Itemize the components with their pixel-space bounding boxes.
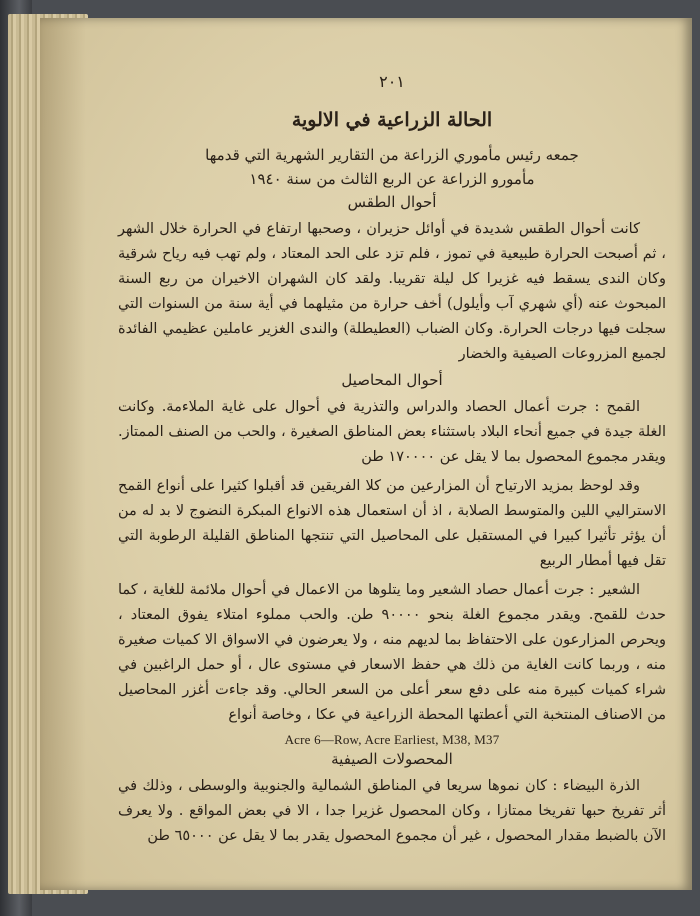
weather-paragraph: كانت أحوال الطقس شديدة في أوائل حزيران ، وصحبها ارتفاع في الحرارة خلال الشهر ، ثم أصبحت الحرارة طبيعية في تموز ، فلم تزد على الحد المعتاد ، ولم تهب فيه رياح شرقية وكان الندى يسقط فيه غزيرا كل ليلة تقريبا. ولقد كان الشهران الاخيران من ربع السنة المبحوث عنه (أي شهري آب وأيلول) أخف حرارة من مثيلهما في أية سنة من السنوات التي سجلت فيها درجات الحرارة. وكان الضباب (العطيطلة) والندى الغزير عاملين عظيمي الفائدة لجميع المزروعات الصيفية والخضار xyxy=(118,221,666,362)
crops-heading: أحوال المحاصيل xyxy=(341,371,443,389)
barley-paragraph: الشعير : جرت أعمال حصاد الشعير وما يتلوها من الاعمال في أحوال ملائمة للغاية ، كما حدث للقمح. ويقدر مجموع الغلة بنحو ٩٠٠٠٠ طن. والحب مملوء امتلاء يفوق المعتاد ، ويحرص المزارعون على الاحتفاظ بما لديهم منه ، ولا يعرضون في الاسواق الا كميات صغيرة منه ، وربما كانت الغاية من ذلك هي حفظ الاسعار في مستوى عال ، أو حمل الراغبين في شراء كميات كبيرة منه على دفع سعر أعلى من السعر الحالي. وقد جاءت أغزر المحاصيل من الاصناف المنتخبة التي أعطتها المحطة الزراعية في عكا ، وخاصة أنواع xyxy=(118,582,667,723)
subtitle-line-1: جمعه رئيس مأموري الزراعة من التقارير الشهرية التي قدمها xyxy=(205,146,579,164)
wheat-paragraph: القمح : جرت أعمال الحصاد والدراس والتذرية في أحوال على غاية الملاءمة. وكانت الغلة جيدة في جميع أنحاء البلاد باستثناء بعض المناطق الصغيرة ، والحب من الصنف الممتاز. ويقدر مجموع المحصول بما لا يقل عن ١٧٠٠٠٠ طن xyxy=(118,399,666,465)
wheat-varieties-paragraph: وقد لوحظ بمزيد الارتياح أن المزارعين من كلا الفريقين قد أقبلوا كثيرا على أنواع القمح الاستراليي اللين والمتوسط الصلابة ، اذ أن استعمال هذه الانواع المبكرة النضوج لا بد له من أن يؤثر تأثيرا كبيرا في المستقبل على المحاصيل التي تنتجها المناطق القليلة الرطوبة التي تقل فيها أمطار الربيع xyxy=(118,478,666,569)
white-corn-paragraph: الذرة البيضاء : كان نموها سريعا في المناطق الشمالية والجنوبية والوسطى ، وذلك في أثر تفريخ حبها تفريخا ممتازا ، وكان المحصول غزيرا جدا ، الا في بعض المواقع . ولا يعرف الآن بالضبط مقدار المحصول ، غير أن مجموع المحصول يقدر بما لا يقل عن ٦٥٠٠٠ طن xyxy=(118,778,666,844)
subtitle-line-2: مأمورو الزراعة عن الربع الثالث من سنة ١٩٤٠ xyxy=(249,170,535,188)
page-gutter-shadow xyxy=(40,18,86,890)
page-content xyxy=(118,72,666,853)
page-number: ٢٠١ xyxy=(379,72,405,91)
weather-heading: أحوال الطقس xyxy=(347,193,437,211)
page-title: الحالة الزراعية في الالوية xyxy=(291,109,493,131)
summer-crops-heading: المحصولات الصيفية xyxy=(331,750,453,768)
barley-varieties-latin: Acre 6—Row, Acre Earliest, M38, M37 xyxy=(284,732,500,747)
document-page xyxy=(40,18,692,890)
